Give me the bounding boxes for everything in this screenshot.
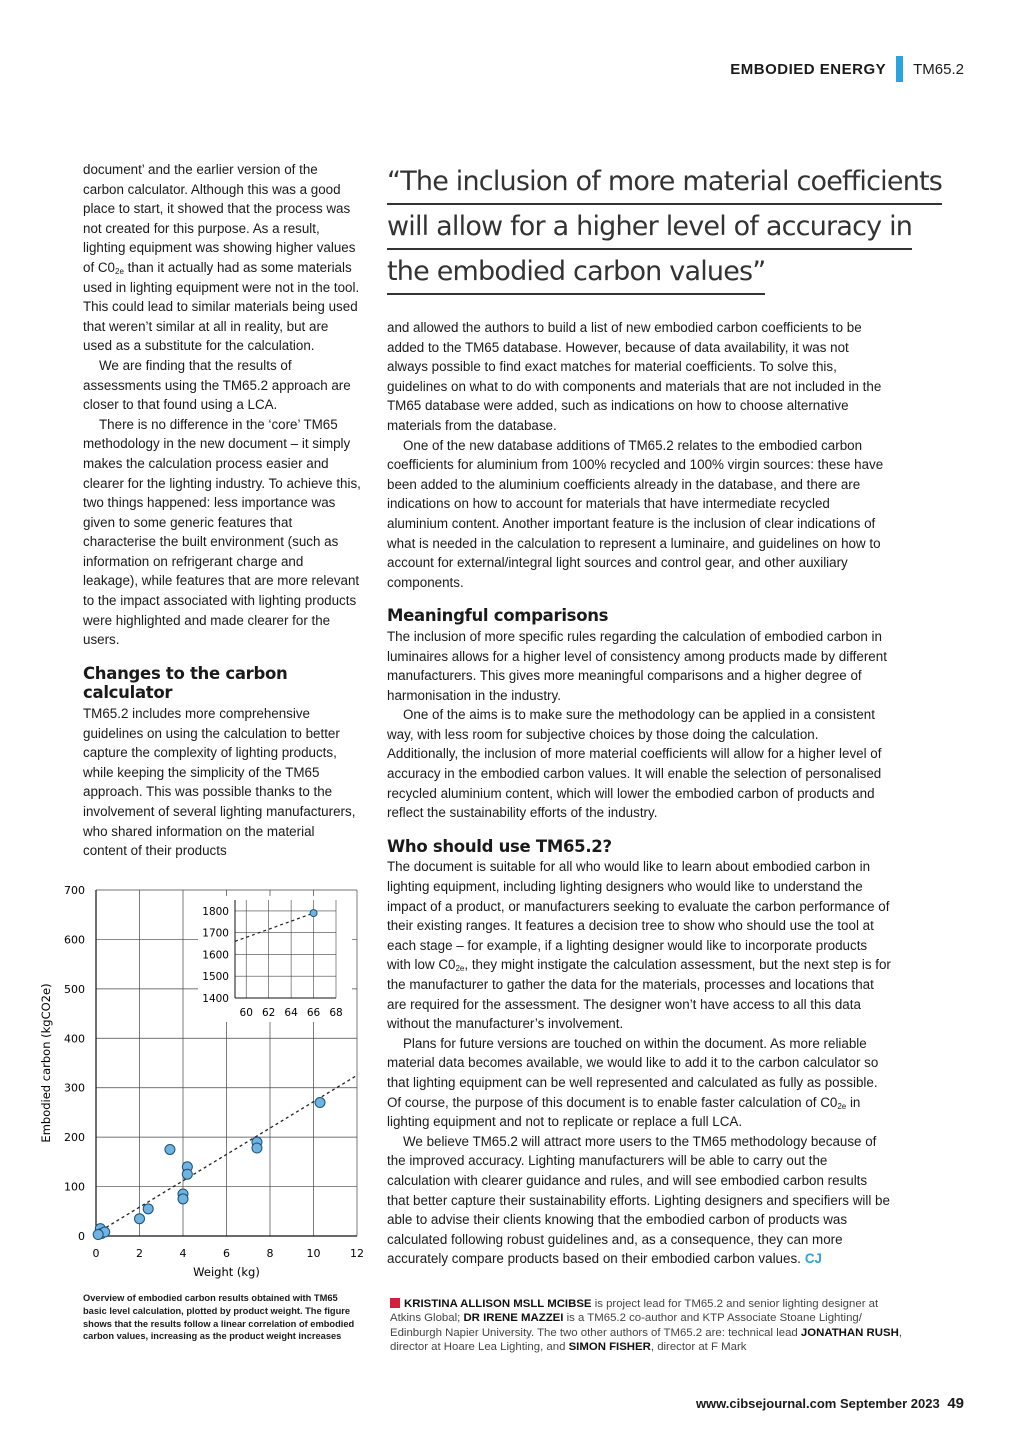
- paragraph: TM65.2 includes more comprehensive guidelines on using the calculation to better capture the complexity of lighting products, while keeping the simplicity of the TM65 approach. This was possible thanks to the involvement of several lighting manufacturers, who shared information on the material content of their products: [83, 706, 356, 859]
- pull-quote-line: the embodied carbon values”: [387, 250, 765, 295]
- y-axis-label: Embodied carbon (kgCO2e): [39, 983, 53, 1143]
- data-point: [252, 1143, 262, 1153]
- figure-caption: Overview of embodied carbon results obtained with TM65 basic level calculation, plotted by product weight. The figure shows that the results follow a linear correlation of embodied carbon values, increasing as the product weight increases: [83, 1293, 355, 1342]
- section-heading: Changes to the carbon calculator: [83, 663, 288, 703]
- page-number: 49: [947, 1395, 964, 1412]
- x-axis-label: Weight (kg): [193, 1265, 260, 1279]
- paragraph: We believe TM65.2 will attract more users to the TM65 methodology because of the improved accuracy. Lighting manufacturers will be able to carry out the calculation with clearer guidance and rules, and will see embodied carbon results that better capture their sustainability efforts. Lighting designers and specifiers will be able to advise their clients knowing that the embodied carbon of products was calculated following robust guidelines and, as a consequence, they can more accurately compare products based on their embodied carbon values. CJ: [387, 1133, 890, 1267]
- y-tick-label: 700: [64, 884, 85, 897]
- author-bio: KRISTINA ALLISON MSLL MCIBSE is project lead for TM65.2 and senior lighting designer at Atkins Global; DR IRENE MAZZEI is a TM65.2 co-author and KTP Associate Stoane Lighting/ Edinburgh Napier University. The two other authors of TM65.2 are: technical lead JONATHAN RUSH, director at Hoare Lea Lighting, and SIMON FISHER, director at F Mark: [390, 1298, 902, 1354]
- paragraph: Plans for future versions are touched on within the document. As more reliable material data becomes available, we would like to add it to the carbon calculator so that lighting equipment can be well represented and calculated as fully as possible. Of course, the purpose of this document is to enable faster calculation of $C0_{2e}$ in lighting equipment and not to replicate or replace a full LCA.: [387, 1035, 879, 1130]
- paragraph: document’ and the earlier version of the carbon calculator. Although this was a good place to start, it showed that the process was not created for this purpose. As a result, lighting equipment was showing higher values of $C0_{2e}$ than it actually had as some materials used in lighting equipment were not in the tool. This could lead to similar materials being used that weren’t similar at all in reality, but are used as a substitute for the calculation.: [83, 162, 360, 354]
- inset-data-point: [310, 910, 317, 917]
- data-point: [178, 1194, 188, 1204]
- y-tick-label: 600: [64, 933, 85, 947]
- footer-site: www.cibsejournal.com: [695, 1396, 837, 1411]
- data-point: [182, 1169, 192, 1179]
- footer-date: September 2023: [839, 1396, 940, 1411]
- data-point: [143, 1204, 153, 1214]
- paragraph: We are finding that the results of assessments using the TM65.2 approach are closer to that found using a LCA.: [83, 357, 351, 413]
- paragraph: There is no difference in the ‘core’ TM65 methodology in the new document – it simply makes the calculation process easier and clearer for the lighting industry. To achieve this, two things happened: less importance was given to some generic features that characterise the built environment (such as information on refrigerant charge and leakage), while features that are more relevant to the impact associated with lighting products were highlighted and made clearer for the users.: [83, 416, 361, 648]
- y-tick-label: 400: [64, 1032, 85, 1046]
- data-point: [165, 1145, 175, 1155]
- pull-quote: [387, 160, 947, 295]
- inset-x-tick-label: 60: [239, 1007, 253, 1019]
- inset-y-tick-label: 1400: [202, 993, 229, 1005]
- x-tick-label: 8: [266, 1247, 274, 1260]
- paragraph: The inclusion of more specific rules regarding the calculation of embodied carbon in luminaires allows for a higher level of consistency among products made by different manufacturers. This gives more meaningful comparisons and a higher degree of harmonisation in the industry.: [387, 628, 887, 703]
- inset-x-tick-label: 64: [284, 1007, 298, 1019]
- y-tick-label: 200: [64, 1131, 85, 1145]
- inset-x-tick-label: 66: [306, 1007, 321, 1019]
- inset-y-tick-label: 1500: [202, 971, 229, 984]
- section-heading: Meaningful comparisons: [387, 606, 609, 626]
- page-header: [730, 56, 964, 82]
- x-tick-label: 12: [350, 1247, 364, 1260]
- page-footer: [696, 1395, 964, 1412]
- scatter-chart: [30, 876, 375, 1286]
- document-code: TM65.2: [913, 60, 964, 78]
- y-tick-label: 300: [64, 1081, 85, 1095]
- inset-x-tick-label: 68: [329, 1007, 343, 1019]
- x-tick-label: 4: [179, 1247, 187, 1260]
- left-column: [83, 160, 361, 861]
- section-title: EMBODIED ENERGY: [730, 60, 887, 78]
- inset-y-tick-label: 1700: [202, 927, 229, 940]
- right-column: [387, 318, 892, 1269]
- x-tick-label: 6: [223, 1247, 230, 1260]
- y-tick-label: 100: [64, 1180, 85, 1194]
- data-point: [315, 1098, 325, 1108]
- data-point: [135, 1214, 145, 1224]
- inset-y-tick-label: 1800: [202, 905, 229, 918]
- signoff-mark: CJ: [804, 1251, 822, 1267]
- paragraph: and allowed the authors to build a list of new embodied carbon coefficients to be added to the TM65 database. However, because of data availability, it was not always possible to find exact matches for material coefficients. To solve this, guidelines on what to do with components and materials that are not included in the TM65 database were added, such as indications on how to choose alternative materials from the database.: [387, 320, 882, 433]
- paragraph: One of the new database additions of TM65.2 relates to the embodied carbon coefficients for aluminium from 100% recycled and 100% virgin sources: these have been added to the aluminium coefficients already in the database, and there are indications on how to account for materials that have intermediate recycled aluminium content. Another important feature is the inclusion of clear indications of what is needed in the calculation to represent a luminaire, and guidelines on how to account for external/integral light sources and control gear, and other auxiliary components.: [387, 437, 884, 590]
- x-tick-label: 10: [306, 1247, 321, 1260]
- paragraph: One of the aims is to make sure the methodology can be applied in a consistent way, with less room for subjective choices by those doing the calculation. Additionally, the inclusion of more material coefficients will allow for a higher level of accuracy in the embodied carbon values. It will enable the selection of personalised recycled aluminium content, which will lower the embodied carbon of products and reflect the sustainability efforts of the industry.: [387, 707, 882, 821]
- pull-quote-line: “The inclusion of more material coefficients: [387, 160, 942, 205]
- section-heading: Who should use TM65.2?: [387, 836, 612, 856]
- x-tick-label: 2: [136, 1247, 143, 1260]
- header-divider: [896, 56, 903, 82]
- paragraph: The document is suitable for all who would like to learn about embodied carbon in lighting equipment, including lighting designers who would like to understand the impact of a product, or manufacturers seeking to evaluate the carbon performance of their existing ranges. It features a decision tree to show who should use the tool at each stage – for example, if a lighting designer would like to incorporate products with low $C0_{2e}$, they might instigate the calculation assessment, but the next step is for the manufacturer to gather the data for the materials, processes and locations that are required for the assessment. The designer won’t have access to all this data without the manufacturer’s involvement.: [387, 859, 891, 1032]
- bio-marker: [390, 1298, 400, 1308]
- inset-x-tick-label: 62: [261, 1007, 276, 1019]
- pull-quote-line: will allow for a higher level of accuracy in: [387, 205, 912, 250]
- y-tick-label: 500: [64, 982, 85, 996]
- inset-y-tick-label: 1600: [202, 949, 229, 962]
- x-tick-label: 0: [92, 1247, 100, 1260]
- y-tick-label: 0: [78, 1230, 85, 1243]
- data-point: [93, 1230, 103, 1240]
